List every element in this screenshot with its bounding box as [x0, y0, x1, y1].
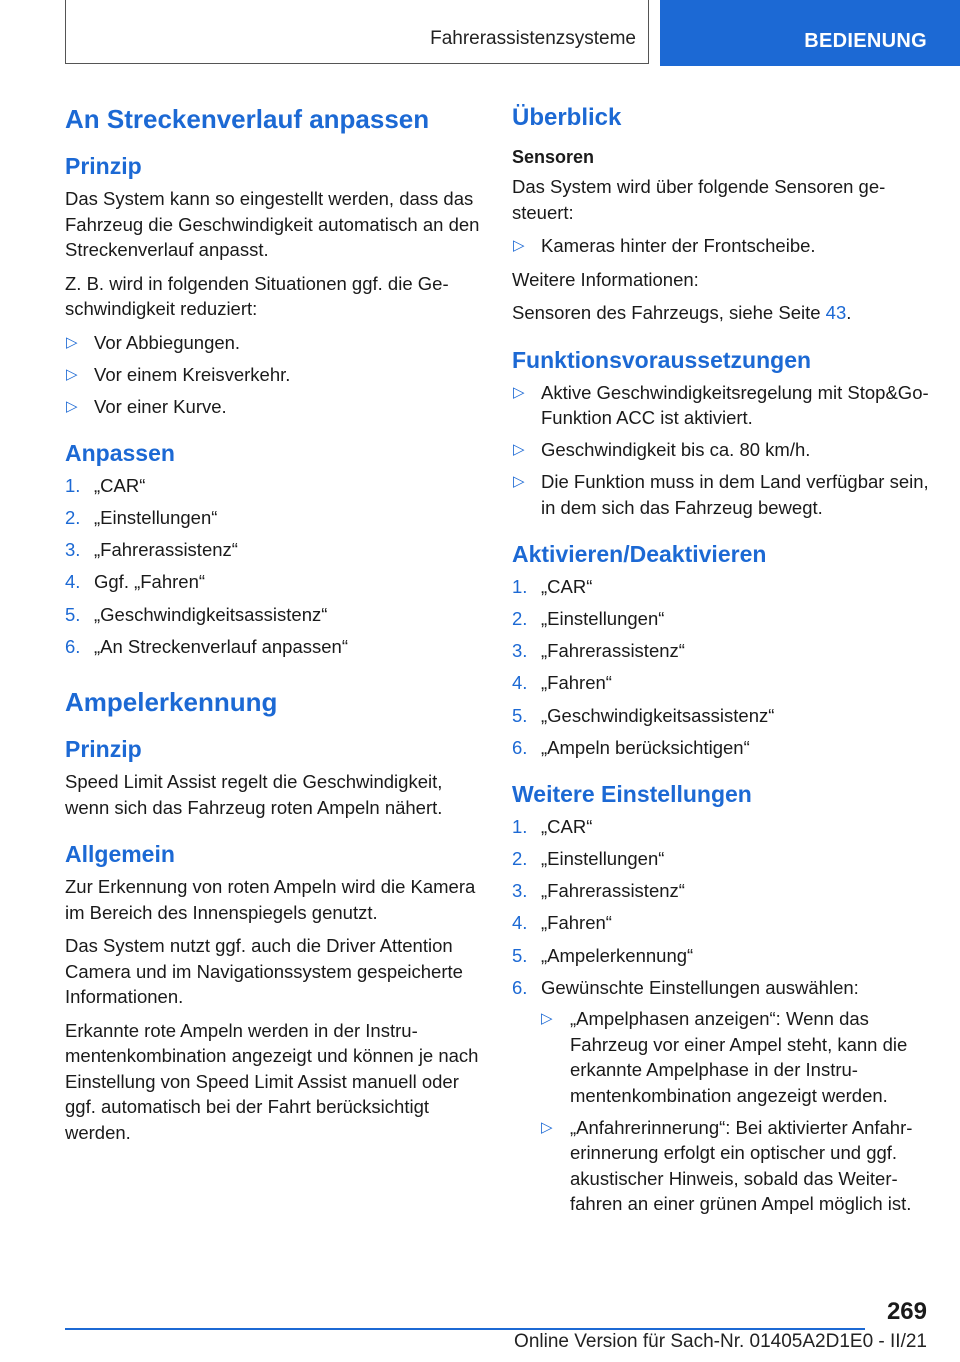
paragraph: Weitere Informationen:	[512, 268, 699, 290]
paragraph: Z. B. wird in folgenden Situationen ggf. die Geschwindigkeit reduziert:	[65, 272, 449, 319]
section-title-ampelerkennung: Ampelerkennung	[65, 687, 278, 718]
heading-funktionsvoraussetzungen: Funktionsvoraussetzungen	[512, 346, 812, 373]
paragraph: Sensoren des Fahrzeugs, siehe Seite 43.	[512, 302, 852, 323]
list-item: 2. „Einstellungen“	[65, 507, 218, 529]
paragraph: Das System kann so eingestellt werden, dass das Fahrzeug die Geschwindigkeit automatisch an den Streckenverlauf anpasst.	[65, 188, 480, 260]
triangle-bullet-icon: ▷	[513, 383, 525, 401]
header-chapter-tab	[660, 0, 960, 66]
list-item: 5. „Geschwindigkeitsassistenz“	[65, 603, 328, 625]
header-chapter-title: BEDIENUNG	[804, 30, 927, 52]
triangle-bullet-icon: ▷	[66, 333, 78, 351]
list-item: 5. „Geschwindigkeitsassistenz“	[512, 704, 775, 726]
page-number: 269	[886, 1298, 927, 1325]
bullet-list	[65, 330, 485, 420]
heading-weitere-einstellungen: Weitere Einstellungen	[512, 781, 752, 808]
heading-allgemein: Allgemein	[65, 841, 175, 868]
paragraph: Das System wird über folgende Sensoren gesteuert:	[512, 176, 886, 223]
list-item: ▷ Vor Abbiegungen.	[65, 330, 485, 356]
triangle-bullet-icon: ▷	[513, 441, 525, 459]
paragraph: Zur Erkennung von roten Ampeln wird die Kamera im Bereich des Innenspiegels genutzt.	[65, 876, 476, 923]
heading-ueberblick: Überblick	[512, 104, 622, 131]
list-item: ▷ Geschwindigkeit bis ca. 80 km/h.	[512, 437, 932, 463]
triangle-bullet-icon: ▷	[66, 365, 78, 383]
footer-divider	[65, 1328, 865, 1330]
triangle-bullet-icon: ▷	[513, 237, 525, 254]
list-item: 4. Ggf. „Fahren“	[65, 571, 206, 593]
list-item: ▷ Kameras hinter der Frontscheibe.	[512, 233, 932, 259]
triangle-bullet-icon: ▷	[513, 473, 525, 491]
list-item: ▷ Vor einem Kreisverkehr.	[65, 362, 485, 388]
footer-online-version: Online Version für Sach-Nr. 01405A2D1E0 - II/21	[514, 1331, 927, 1352]
list-item: 4. „Fahren“	[512, 912, 612, 934]
list-item: 5. „Ampelerkennung“	[512, 944, 694, 966]
list-item: 6. „Ampeln berücksichtigen“	[512, 736, 750, 758]
heading-prinzip-2: Prinzip	[65, 736, 142, 763]
numbered-list	[512, 814, 932, 1217]
paragraph: Erkannte rote Ampeln werden in der Instrumentenkombination angezeigt und können je nach Einstellung von Speed Limit Assist manuell oder ggf. automatisch bei der Fahrt berücksichtigt werden.	[65, 1019, 479, 1143]
list-item: ▷ „Ampelphasen anzeigen“: Wenn das Fahrzeug vor einer Ampel steht, kann die erkannte Ampelphase in der Instrumentenkombination angezeigt werden.	[541, 1008, 908, 1106]
list-item: 6. „An Streckenverlauf anpassen“	[65, 635, 348, 657]
triangle-bullet-icon: ▷	[541, 1010, 553, 1028]
bullet-list	[512, 233, 932, 259]
list-item: 1. „CAR“	[65, 475, 146, 497]
list-item: 3. „Fahrerassistenz“	[512, 640, 685, 662]
list-item: 2. „Einstellungen“	[512, 608, 665, 630]
heading-sensoren: Sensoren	[512, 147, 595, 167]
numbered-list	[512, 574, 932, 760]
bullet-list	[512, 380, 932, 521]
list-item: 6. Gewünschte Einstellungen auswählen: ▷ „Ampelphasen anzeigen“: Wenn das Fahrzeug vor einer Ampel steht, kann die erkannte Ampelphase in der Instrumentenkombination angezeigt werden. ▷ „Anfahrerinnerung“: Bei aktivierter Anfahrerinnerung erfolgt ein optischer und ggf. akustischer Hinweis, sobald das Weiterfahren an einer grünen Ampel möglich ist.	[512, 975, 932, 1217]
left-column	[65, 102, 485, 1153]
triangle-bullet-icon: ▷	[66, 397, 78, 415]
numbered-list	[65, 473, 485, 659]
heading-anpassen: Anpassen	[65, 440, 175, 467]
paragraph: Das System nutzt ggf. auch die Driver Attention Camera und im Navigationssystem gespeicherte Informationen.	[65, 935, 463, 1008]
list-item: 3. „Fahrerassistenz“	[512, 880, 685, 902]
list-item: 3. „Fahrerassistenz“	[65, 539, 238, 561]
list-item: 1. „CAR“	[512, 576, 593, 598]
triangle-bullet-icon: ▷	[541, 1118, 553, 1136]
list-item: 4. „Fahren“	[512, 672, 612, 694]
page-reference-link[interactable]: 43	[825, 302, 847, 323]
sub-bullet-list	[541, 1006, 932, 1217]
heading-aktivieren-deaktivieren: Aktivieren/Deaktivieren	[512, 541, 767, 568]
list-item: ▷ Die Funktion muss in dem Land verfügbar sein, in dem sich das Fahrzeug bewegt.	[513, 471, 929, 518]
list-item: 2. „Einstellungen“	[512, 848, 665, 870]
list-item: ▷ Vor einer Kurve.	[65, 394, 485, 420]
header-section-title: Fahrerassistenzsysteme	[430, 28, 636, 49]
heading-prinzip-1: Prinzip	[65, 153, 142, 179]
list-item: ▷ Aktive Geschwindigkeitsregelung mit Stop&Go-Funktion ACC ist aktiviert.	[513, 381, 929, 428]
right-column	[512, 102, 932, 1225]
header-section-box	[65, 0, 649, 64]
paragraph: Speed Limit Assist regelt die Geschwindigkeit, wenn sich das Fahrzeug roten Ampeln nähert.	[65, 771, 443, 818]
list-item: 1. „CAR“	[512, 816, 593, 838]
section-title-streckenverlauf: An Streckenverlauf anpassen	[65, 104, 430, 134]
list-item: ▷ „Anfahrerinnerung“: Bei aktivierter Anfahrerinnerung erfolgt ein optischer und ggf. akustischer Hinweis, sobald das Weiterfahren an einer grünen Ampel möglich ist.	[541, 1116, 913, 1215]
